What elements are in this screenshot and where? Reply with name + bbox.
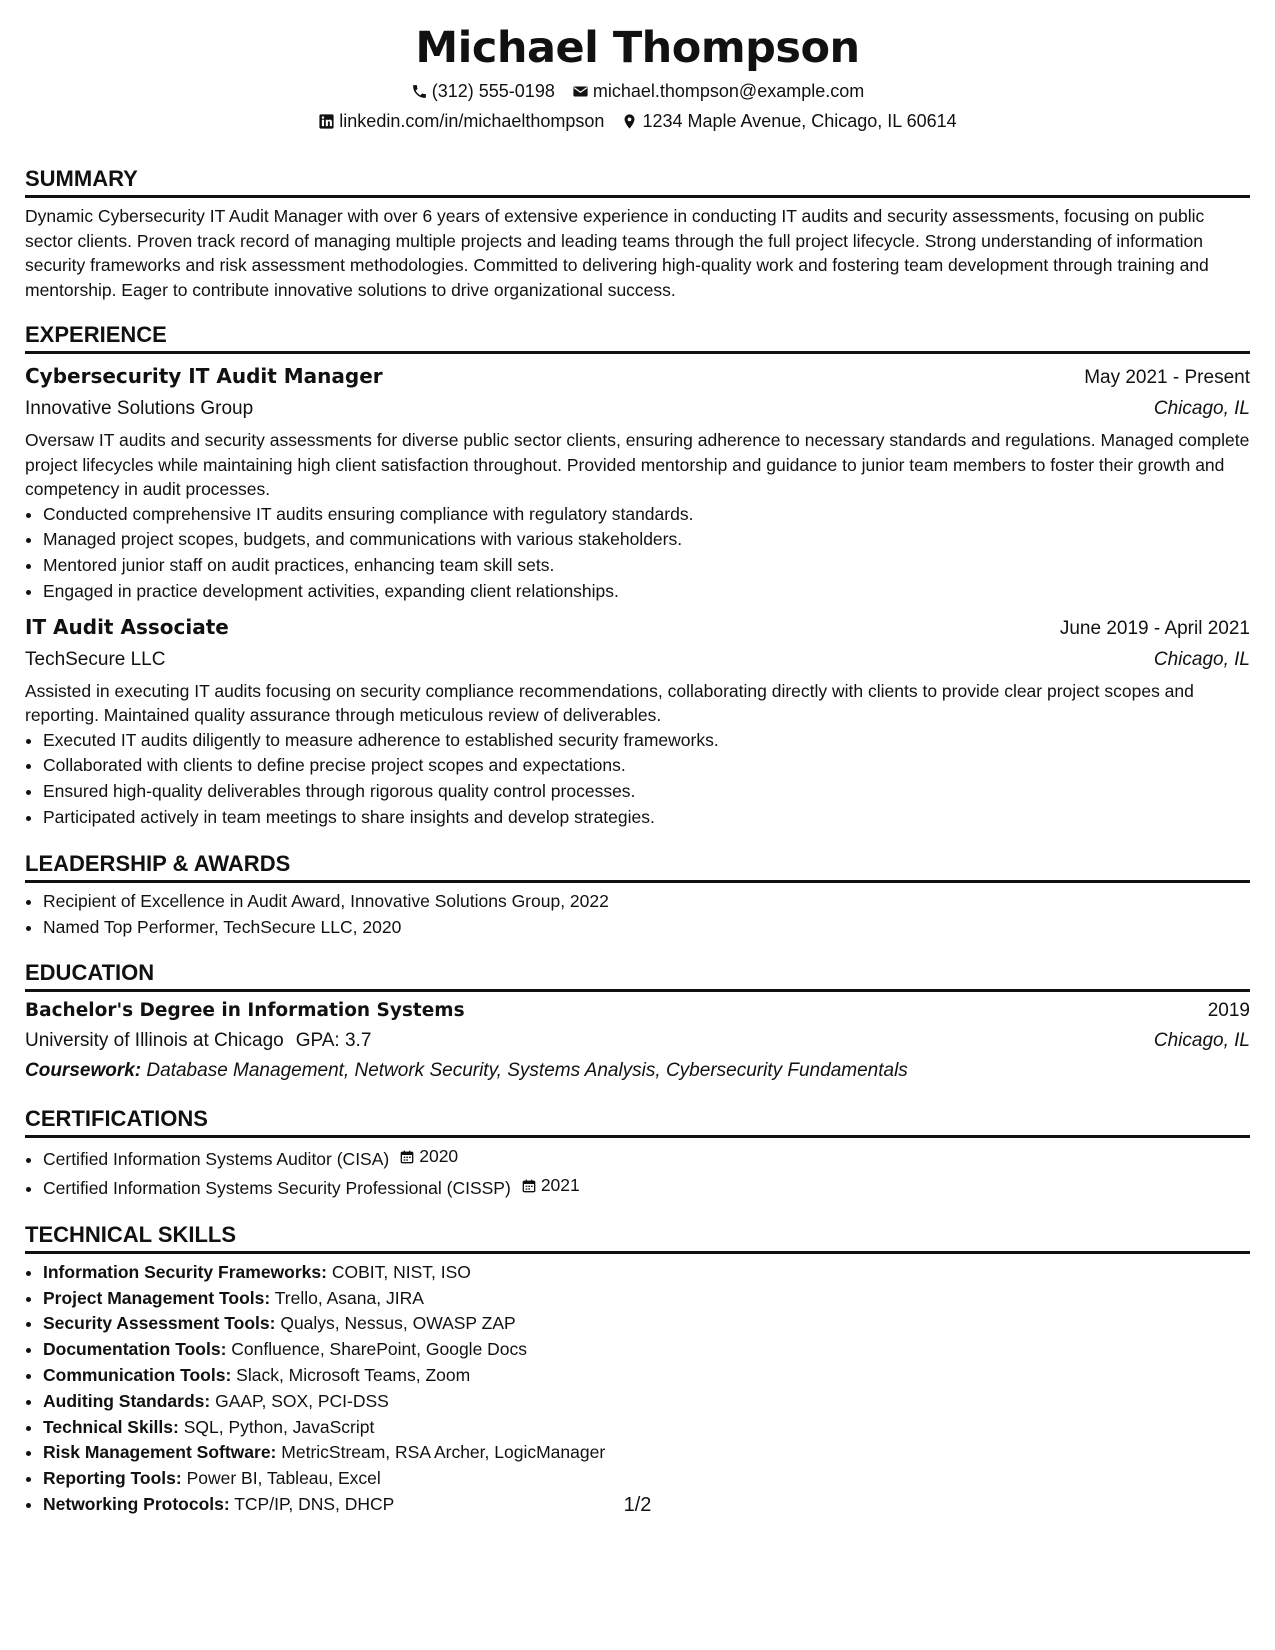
skill-value: MetricStream, RSA Archer, LogicManager bbox=[281, 1442, 606, 1463]
section-title: CERTIFICATIONS bbox=[25, 1104, 1250, 1138]
school-info bbox=[25, 1026, 371, 1056]
certification-date bbox=[521, 1173, 580, 1199]
phone-icon bbox=[411, 83, 428, 100]
skill-value: TCP/IP, DNS, DHCP bbox=[234, 1494, 395, 1515]
section-title: EXPERIENCE bbox=[25, 320, 1250, 354]
skill-label: Networking Protocols: bbox=[43, 1494, 230, 1515]
list-item bbox=[43, 1415, 1250, 1441]
certification-name: Certified Information Systems Security Professional (CISSP) bbox=[43, 1178, 511, 1199]
job-location: Chicago, IL bbox=[1153, 648, 1250, 670]
experience-section bbox=[25, 320, 1250, 831]
list-item bbox=[43, 1173, 1250, 1202]
skill-label: Reporting Tools: bbox=[43, 1468, 182, 1489]
skill-value: COBIT, NIST, ISO bbox=[331, 1261, 471, 1282]
section-title: LEADERSHIP & AWARDS bbox=[25, 849, 1250, 883]
list-item bbox=[43, 1311, 1250, 1337]
job-dates: June 2019 - April 2021 bbox=[1059, 617, 1250, 639]
contact-row-1 bbox=[25, 76, 1250, 106]
address-contact bbox=[621, 106, 956, 136]
certification-date bbox=[399, 1144, 458, 1170]
skill-label: Risk Management Software: bbox=[43, 1442, 277, 1463]
job-dates: May 2021 - Present bbox=[1084, 367, 1250, 388]
school-name: University of Illinois at Chicago bbox=[25, 1030, 284, 1052]
skill-label: Technical Skills: bbox=[43, 1416, 179, 1437]
page-number: 1/2 bbox=[623, 1494, 652, 1516]
coursework-list: Database Management, Network Security, Systems Analysis, Cybersecurity Fundamentals bbox=[146, 1060, 908, 1082]
list-item: • Named Top Performer, TechSecure LLC, 2020 bbox=[43, 915, 1250, 941]
job-title: Cybersecurity IT Audit Manager bbox=[25, 364, 383, 388]
job-company-row bbox=[25, 394, 1250, 424]
skill-label: Security Assessment Tools: bbox=[43, 1313, 276, 1334]
list-item: • Mentored junior staff on audit practices, enhancing team skill sets. bbox=[43, 553, 1250, 579]
skill-value: Confluence, SharePoint, Google Docs bbox=[231, 1339, 528, 1360]
contact-row-2 bbox=[25, 106, 1250, 136]
linkedin-icon bbox=[318, 113, 335, 130]
list-item bbox=[43, 1440, 1250, 1466]
skill-value: Power BI, Tableau, Excel bbox=[186, 1468, 381, 1489]
address-text: 1234 Maple Avenue, Chicago, IL 60614 bbox=[642, 111, 957, 131]
summary-text: Dynamic Cybersecurity IT Audit Manager with over 6 years of extensive experience in conducting IT audits and security assessments, focusing on public sector clients. Proven track record of managing multiple projects and leading teams through the full project lifecycle. Strong understanding of information security frameworks and risk assessment methodologies. Committed to delivering high-quality work and fostering team development through training and mentorship. Eager to contribute innovative solutions to drive organizational success. bbox=[25, 206, 1209, 300]
list-item: • Conducted comprehensive IT audits ensuring compliance with regulatory standards. bbox=[43, 502, 1250, 528]
graduation-year: 2019 bbox=[1207, 1000, 1250, 1022]
job-title: IT Audit Associate bbox=[25, 614, 229, 639]
job-entry bbox=[25, 611, 1250, 831]
list-item bbox=[43, 1466, 1250, 1492]
skill-label: Project Management Tools: bbox=[43, 1287, 271, 1308]
calendar-icon bbox=[399, 1149, 415, 1165]
list-item bbox=[43, 1389, 1250, 1415]
envelope-icon bbox=[572, 83, 589, 100]
skills-section bbox=[25, 1220, 1250, 1518]
list-item bbox=[43, 1337, 1250, 1363]
coursework-label: Coursework: bbox=[25, 1060, 142, 1082]
job-location: Chicago, IL bbox=[1153, 398, 1250, 419]
job-entry bbox=[25, 360, 1250, 605]
leadership-list bbox=[25, 889, 1250, 941]
resume-header bbox=[25, 20, 1250, 136]
job-header-row bbox=[25, 360, 1250, 394]
education-header-row bbox=[25, 996, 1250, 1026]
leadership-section bbox=[25, 849, 1250, 941]
email-contact[interactable] bbox=[572, 76, 864, 106]
education-school-row bbox=[25, 1026, 1250, 1056]
skill-value: Qualys, Nessus, OWASP ZAP bbox=[280, 1313, 516, 1334]
resume-content bbox=[25, 20, 1250, 1518]
certification-name: Certified Information Systems Auditor (CISA) bbox=[43, 1149, 390, 1170]
list-item: • Ensured high-quality deliverables through rigorous quality control processes. bbox=[43, 779, 1250, 805]
linkedin-text[interactable]: linkedin.com/in/michaelthompson bbox=[339, 111, 605, 131]
list-item: • Engaged in practice development activities, expanding client relationships. bbox=[43, 579, 1250, 605]
list-item: • Managed project scopes, budgets, and communications with various stakeholders. bbox=[43, 527, 1250, 553]
summary-section bbox=[25, 164, 1250, 302]
degree-title: Bachelor's Degree in Information Systems bbox=[25, 1000, 465, 1022]
job-company: Innovative Solutions Group bbox=[25, 398, 254, 419]
certifications-section bbox=[25, 1104, 1250, 1201]
job-description: Oversaw IT audits and security assessments for diverse public sector clients, ensuring adherence to necessary standards and regulations. Managed complete project lifecycles while maintaining high client satisfaction throughout. Provided mentorship and guidance to junior team members to foster their growth and competency in audit processes. bbox=[25, 430, 1250, 499]
skill-label: Documentation Tools: bbox=[43, 1339, 227, 1360]
list-item bbox=[43, 1363, 1250, 1389]
list-item: • Executed IT audits diligently to measure adherence to established security frameworks. bbox=[43, 728, 1250, 754]
skill-value: SQL, Python, JavaScript bbox=[183, 1416, 375, 1437]
education-entry bbox=[25, 996, 1250, 1086]
job-company-row bbox=[25, 645, 1250, 675]
skill-value: GAAP, SOX, PCI-DSS bbox=[215, 1390, 389, 1411]
job-description: Assisted in executing IT audits focusing on security compliance recommendations, collaborating directly with clients to provide clear project scopes and reporting. Maintained quality assurance through meticulous review of deliverables. bbox=[25, 680, 1194, 726]
list-item: • Collaborated with clients to define precise project scopes and expectations. bbox=[43, 753, 1250, 779]
job-header-row bbox=[25, 611, 1250, 645]
certification-year: 2021 bbox=[540, 1175, 580, 1196]
email-text[interactable]: michael.thompson@example.com bbox=[592, 81, 865, 101]
list-item bbox=[43, 1144, 1250, 1173]
list-item: • Participated actively in team meetings to share insights and develop strategies. bbox=[43, 805, 1250, 831]
list-item: • Recipient of Excellence in Audit Award, Innovative Solutions Group, 2022 bbox=[43, 889, 1250, 915]
section-title: SUMMARY bbox=[25, 164, 1250, 198]
job-company: TechSecure LLC bbox=[25, 648, 166, 670]
job-bullets bbox=[25, 502, 1250, 605]
school-location: Chicago, IL bbox=[1153, 1030, 1250, 1052]
skill-label: Auditing Standards: bbox=[43, 1390, 211, 1411]
coursework-line bbox=[25, 1056, 1250, 1086]
list-item bbox=[43, 1286, 1250, 1312]
certification-year: 2020 bbox=[419, 1146, 459, 1167]
skill-label: Information Security Frameworks: bbox=[43, 1261, 327, 1282]
section-title: TECHNICAL SKILLS bbox=[25, 1220, 1250, 1254]
section-title: EDUCATION bbox=[25, 958, 1250, 992]
education-section bbox=[25, 958, 1250, 1086]
map-pin-icon bbox=[621, 113, 638, 130]
job-bullets bbox=[25, 728, 1250, 831]
gpa-value: GPA: 3.7 bbox=[295, 1030, 372, 1052]
candidate-name: Michael Thompson bbox=[415, 23, 860, 73]
skill-value: Trello, Asana, JIRA bbox=[274, 1287, 424, 1308]
phone-text: (312) 555-0198 bbox=[431, 81, 555, 101]
certifications-list bbox=[25, 1144, 1250, 1201]
calendar-icon bbox=[521, 1178, 537, 1194]
phone-contact bbox=[411, 76, 555, 106]
linkedin-contact[interactable] bbox=[318, 106, 604, 136]
skill-label: Communication Tools: bbox=[43, 1365, 232, 1386]
skill-value: Slack, Microsoft Teams, Zoom bbox=[236, 1365, 471, 1386]
skills-list bbox=[25, 1260, 1250, 1518]
list-item bbox=[43, 1260, 1250, 1286]
